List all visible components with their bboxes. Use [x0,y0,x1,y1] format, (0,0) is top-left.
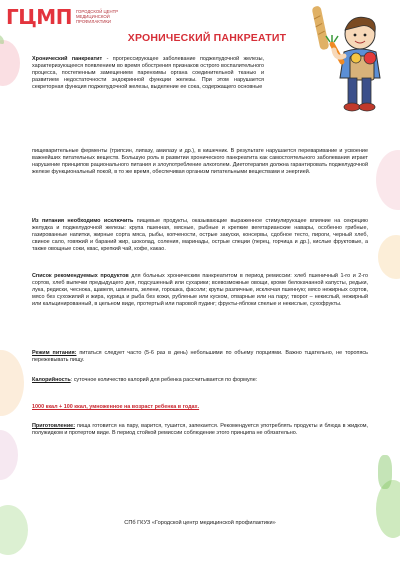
footer: СПб ГКУЗ «Городской центр медицинской профилактики» [124,520,276,526]
calories-lead: Калорийность [32,377,71,383]
intro-term: Хронический панкреатит [32,56,103,62]
boy-with-vegetables-icon [310,4,390,116]
logo [6,6,138,28]
calories-formula: 1000 ккал + 100 ккал, умноженное на возраст ребенка в годах. [32,404,200,410]
intro-paragraph-continued [32,148,368,176]
intro-text-bottom: пищеварительные ферменты (трипсин, липазу, амилазу и др.), в кишечник. В результате нарушается переваривание и усвоение важнейших питательных веществ. Большую роль в развитии хронического панкреатита как самостоятельного заболевания играет нарушение принципов рационального питания и злоупотребление алкоголем. Диетотерапия должна гарантировать поджелудочной железе функциональный покой, в то же время, обеспечивая организм питательными веществами и энергией. [32,148,368,176]
decor-fruit-orange [378,235,400,279]
intro-text-top: - прогрессирующее заболевание поджелудочной железы, характеризующееся появлением во время обострения признаков острого воспалительного процесса, постепенным замещением паренхимы органа соединительной тканью и развитием недостаточности эндокринной функции железы. При этом нарушается секреторная функция поджелудочной железы, выделение ее сока, содержащего основные [32,56,264,91]
regime-paragraph [32,350,368,364]
logo-subtitle: ГОРОДСКОЙ ЦЕНТР МЕДИЦИНСКОЙ ПРОФИЛАКТИКИ [75,9,119,24]
decor-fruit-pink [0,40,20,86]
regime-text: питаться следует часто (5-6 раз в день) небольшими по объему порциями. Важно тщательно, не торопясь пережевывать пищу. [32,350,368,364]
intro-paragraph [32,56,264,91]
calories-text: : суточное количество калорий для ребенка рассчитывается по формуле: [70,377,258,383]
regime-lead: Режим питания: [32,350,77,356]
page-title: ХРОНИЧЕСКИЙ ПАНКРЕАТИТ [127,32,287,44]
calories-paragraph [32,377,368,384]
decor-broccoli [376,480,400,538]
logo-mark: ГЦМП [6,5,72,29]
decor-leaf [0,34,4,44]
cooking-paragraph [32,423,368,437]
decor-fruit-pink [376,150,400,210]
decor-fruit-green [0,505,28,555]
exclude-paragraph [32,218,368,253]
recommended-text: для больных хроническим панкреатитом в период ремиссии: хлеб пшеничный 1-го и 2-го сортов, хлеб выпечки предыдущего дня, подсушенный или сухарики; всевозможные овощи, кроме белокачанной капусты, редьки, лука, редиски, чеснока, щавеля, шпината, зелени, горошка, фасоли; крупы различные, исключая пшенную; мясо нежирных сортов, мясо без сухожилий и жира, курица и рыба без кожи, рубленые или куском, отварные или на пару; творог – некислый, нежирный или кальцинированный, в цельном виде, протертый или паровой пудинг; фрукты-яблоки спелые и некислые, сухофрукты. [32,273,368,308]
cooking-lead: Приготовление: [32,423,76,429]
decor-fruit-orange [0,350,24,416]
decor-fruit-purple [0,430,18,480]
calories-formula-paragraph [32,404,368,411]
exclude-lead: Из питания необходимо исключить [32,218,134,224]
exclude-text: пищевые продукты, оказывающие выраженное стимулирующее влияние на секрецию желудка и поджелудочной железы: крупа пшенная, мясные, рыбные и крепкие вегетарианские навары, особенно грибные, газированные напитки, жирные сорта мяса, рыбы, копчености, острые закуски, консервы, сдобное тесто, пироги, черный хлеб, свиное сало, говяжий и бараний жир, шоколад, соления, маринады, острые специи (перец, горчица и др.), кислые фруктовые, а также овощные соки, квас, крепкий чай, кофе, какао. [32,218,368,253]
decor-leaf [378,455,392,489]
recommended-paragraph [32,273,368,308]
cooking-text: пища готовится на пару, варится, тушится, запекается. Рекомендуется употреблять продукты и блюда в жидком, полужидком и протертом виде. В период стойкой ремиссии соблюдение этого принципа не обязательно. [32,423,368,437]
recommended-lead: Список рекомендуемых продуктов [32,273,129,279]
